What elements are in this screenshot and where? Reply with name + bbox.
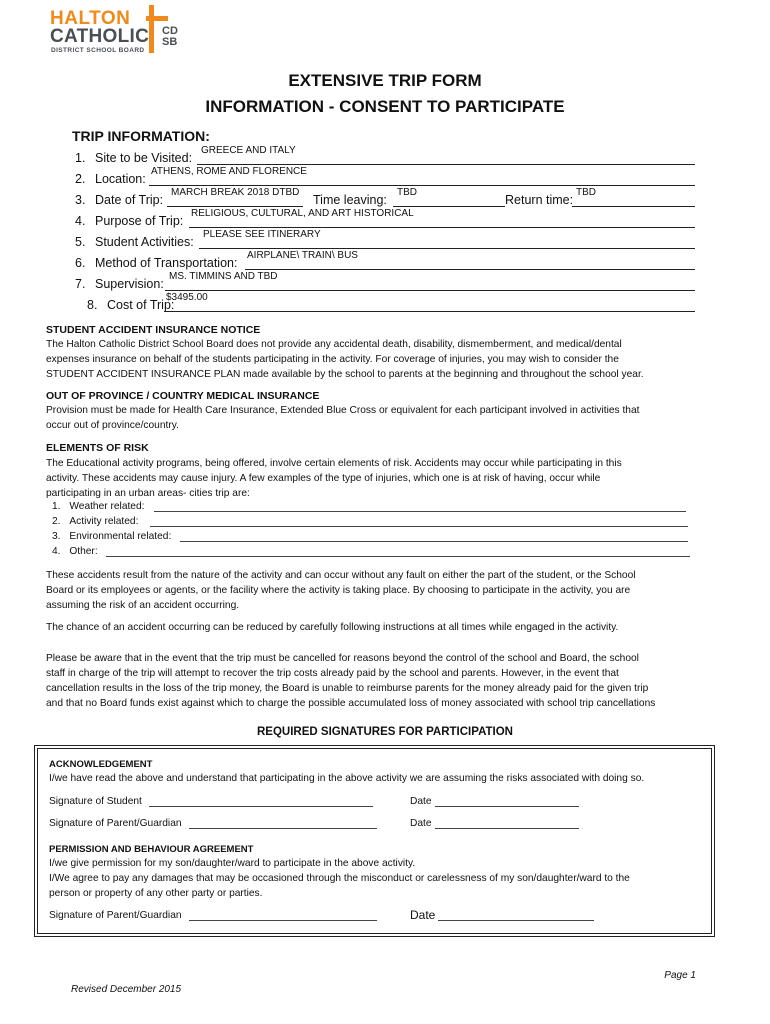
parent-signature-label: Signature of Parent/Guardian <box>49 818 182 829</box>
transportation-field[interactable] <box>245 250 695 270</box>
transportation-value: AIRPLANE\ TRAIN\ BUS <box>247 250 358 261</box>
purpose-value: RELIGIOUS, CULTURAL, AND ART HISTORICAL <box>191 208 414 219</box>
student-signature-label: Signature of Student <box>49 796 142 807</box>
cancellation-line-1: Please be aware that in the event that the trip must be cancelled for reasons beyond the control of the school and Board, the school <box>46 653 639 664</box>
purpose-field[interactable] <box>189 208 695 228</box>
risk-item-num: 1. <box>52 501 61 512</box>
risk-line-2: activity. These accidents may cause injury. A few examples of the type of injuries, which one is at risk of having, occur while <box>46 473 601 484</box>
risk-item-num: 4. <box>52 546 61 557</box>
cost-value: $3495.00 <box>166 292 208 303</box>
site-num: 1. <box>75 151 86 165</box>
parent-date-field[interactable] <box>435 818 579 829</box>
location-label: Location: <box>95 172 146 186</box>
risk-item-num: 2. <box>52 516 61 527</box>
acknowledgement-text: I/we have read the above and understand that participating in the above activity we are assuming the risks associated with doing so. <box>49 773 645 784</box>
supervision-num: 7. <box>75 277 86 291</box>
parent-signature-field[interactable] <box>189 818 377 829</box>
permission-line-2: I/We agree to pay any damages that may be occasioned through the misconduct or carelessness of my son/daughter/ward to the <box>49 873 630 884</box>
site-field[interactable] <box>197 145 695 165</box>
fault-line-3: assuming the risk of an accident occurring. <box>46 600 240 611</box>
permission-line-1: I/we give permission for my son/daughter/ward to participate in the above activity. <box>49 858 416 869</box>
insurance-line-1: The Halton Catholic District School Board does not provide any accidental death, disability, dismemberment, and medical/dental <box>46 339 622 350</box>
activities-label: Student Activities: <box>95 235 194 249</box>
cost-field[interactable] <box>164 292 695 312</box>
logo-badge-text: CD SB <box>162 25 178 48</box>
cancellation-line-3: cancellation results in the loss of the trip money, the Board is unable to reimburse parents for the money already paid for the given trip <box>46 683 649 694</box>
cancellation-paragraph <box>46 651 736 711</box>
student-date-label: Date <box>410 796 432 807</box>
student-signature-field[interactable] <box>149 796 373 807</box>
return-time-label: Return time: <box>505 193 574 207</box>
trip-info-heading: TRIP INFORMATION: <box>72 128 210 144</box>
date-row <box>75 187 697 210</box>
transportation-row <box>75 250 697 273</box>
time-leaving-label: Time leaving: <box>313 193 387 207</box>
board-logo <box>50 4 190 58</box>
cost-num: 8. <box>87 298 98 312</box>
logo-badge <box>162 26 178 48</box>
insurance-line-2: expenses insurance on behalf of the students participating in the activity. For coverage of injuries, you may wish to consider the <box>46 354 619 365</box>
transportation-label: Method of Transportation: <box>95 256 238 270</box>
supervision-row <box>75 271 697 294</box>
cancellation-line-4: and that no Board funds exist against which to charge the possible accumulated loss of money associated with school trip cancellations <box>46 698 656 709</box>
supervision-field[interactable] <box>165 271 695 291</box>
transportation-num: 6. <box>75 256 86 270</box>
date-field[interactable] <box>167 187 303 207</box>
return-time-value: TBD <box>576 187 596 198</box>
fault-line-1: These accidents result from the nature of the activity and can occur without any fault on either the part of the student, or the School <box>46 570 636 581</box>
revision-date: Revised December 2015 <box>71 984 182 995</box>
insurance-line-3: STUDENT ACCIDENT INSURANCE PLAN made available by the school to parents at the beginning and throughout the school year. <box>46 369 644 380</box>
risk-item <box>52 501 692 512</box>
permission-signature-field[interactable] <box>189 910 377 921</box>
site-value: GREECE AND ITALY <box>201 145 296 156</box>
activities-field[interactable] <box>199 229 695 249</box>
time-leaving-value: TBD <box>397 187 417 198</box>
risk-item-label: Other: <box>69 546 98 557</box>
activities-value: PLEASE SEE ITINERARY <box>203 229 321 240</box>
medical-text <box>46 403 736 433</box>
medical-line-1: Provision must be made for Health Care Insurance, Extended Blue Cross or equivalent for each participant involved in activities that <box>46 405 640 416</box>
site-row <box>75 145 697 168</box>
risk-text <box>46 456 736 501</box>
risk-item-label: Environmental related: <box>69 531 172 542</box>
purpose-num: 4. <box>75 214 86 228</box>
student-date-field[interactable] <box>435 796 579 807</box>
permission-date-label: Date <box>410 908 436 922</box>
risk-item <box>52 516 692 527</box>
fault-line-2: Board or its employees or agents, or the facility where the activity is taking place. By choosing to participate in the activity, you are <box>46 585 631 596</box>
cost-row <box>75 292 697 315</box>
supervision-label: Supervision: <box>95 277 164 291</box>
permission-date-field[interactable] <box>438 910 594 921</box>
date-num: 3. <box>75 193 86 207</box>
parent-date-label: Date <box>410 818 432 829</box>
activities-row <box>75 229 697 252</box>
risk-item-label: Weather related: <box>69 501 145 512</box>
other-field[interactable] <box>106 546 690 557</box>
activity-field[interactable] <box>150 516 688 527</box>
insurance-text <box>46 337 736 382</box>
logo-word-halton: HALTON <box>50 8 131 29</box>
risk-item <box>52 546 692 557</box>
time-leaving-field[interactable] <box>393 187 505 207</box>
logo-word-catholic: CATHOLIC <box>50 26 150 47</box>
risk-item-label: Activity related: <box>69 516 139 527</box>
environmental-field[interactable] <box>180 531 688 542</box>
chance-paragraph: The chance of an accident occurring can be reduced by carefully following instructions at all times while engaged in the activity. <box>46 622 619 633</box>
activities-num: 5. <box>75 235 86 249</box>
site-label: Site to be Visited: <box>95 151 193 165</box>
risk-heading: ELEMENTS OF RISK <box>46 442 149 454</box>
medical-line-2: occur out of province/country. <box>46 420 179 431</box>
acknowledgement-heading: ACKNOWLEDGEMENT <box>49 759 153 770</box>
location-value: ATHENS, ROME AND FLORENCE <box>151 166 307 177</box>
fault-paragraph <box>46 568 736 613</box>
supervision-value: MS. TIMMINS AND TBD <box>169 271 278 282</box>
date-value: MARCH BREAK 2018 DTBD <box>171 187 300 198</box>
cancellation-line-2: staff in charge of the trip will attempt to recover the trip costs already paid by the school and parents. However, in the event that <box>46 668 619 679</box>
insurance-heading: STUDENT ACCIDENT INSURANCE NOTICE <box>46 324 261 336</box>
signature-box <box>34 745 715 937</box>
location-row <box>75 166 697 189</box>
form-subtitle: INFORMATION - CONSENT TO PARTICIPATE <box>205 97 565 116</box>
purpose-label: Purpose of Trip: <box>95 214 184 228</box>
cost-label: Cost of Trip: <box>107 298 175 312</box>
medical-heading: OUT OF PROVINCE / COUNTRY MEDICAL INSURANCE <box>46 390 320 402</box>
page-number: Page 1 <box>664 970 696 981</box>
permission-heading: PERMISSION AND BEHAVIOUR AGREEMENT <box>49 844 254 855</box>
date-label: Date of Trip: <box>95 193 164 207</box>
weather-field[interactable] <box>154 501 686 512</box>
location-num: 2. <box>75 172 86 186</box>
return-time-field[interactable] <box>572 187 695 207</box>
permission-signature-label: Signature of Parent/Guardian <box>49 910 182 921</box>
logo-word-board: DISTRICT SCHOOL BOARD <box>51 47 145 54</box>
form-title: EXTENSIVE TRIP FORM <box>288 71 482 90</box>
location-field[interactable] <box>149 166 695 186</box>
risk-line-3: participating in an urban areas- cities trip are: <box>46 488 250 499</box>
risk-item-num: 3. <box>52 531 61 542</box>
purpose-row <box>75 208 697 231</box>
permission-line-3: person or property of any other party or parties. <box>49 888 263 899</box>
risk-item <box>52 531 692 542</box>
risk-line-1: The Educational activity programs, being offered, involve certain elements of risk. Accidents may occur while participating in this <box>46 458 622 469</box>
signatures-heading: REQUIRED SIGNATURES FOR PARTICIPATION <box>257 726 513 738</box>
